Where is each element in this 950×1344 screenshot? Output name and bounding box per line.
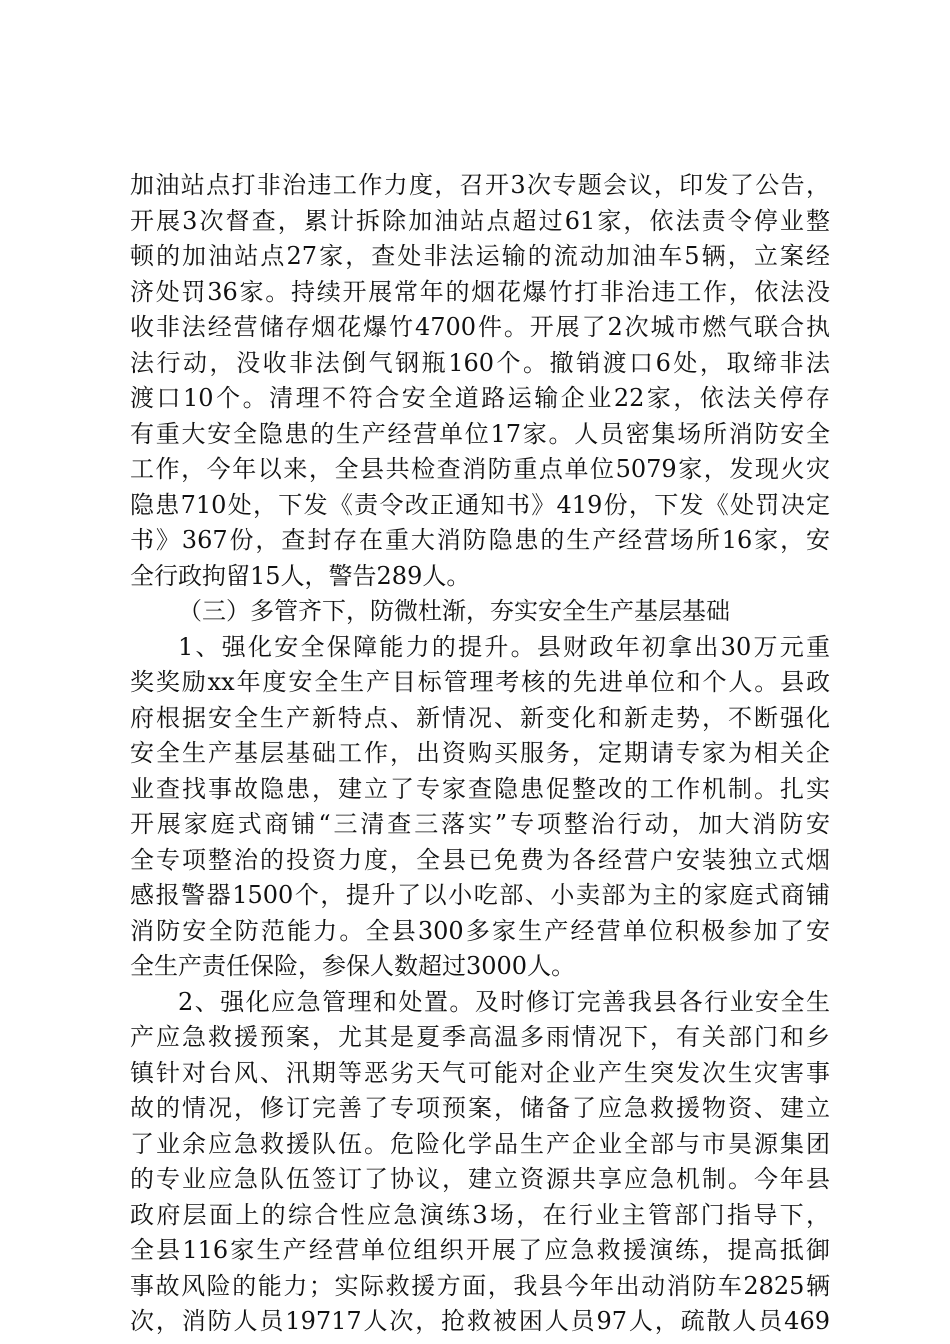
paragraph-start-line: （三）多管齐下，防微杜渐，夯实安全生产基层基础 [178, 597, 730, 625]
text-line: 消防安全防范能力。全县300多家生产经营单位积极参加了安 [130, 916, 830, 945]
text-line: 安全生产基层基础工作，出资购买服务，定期请专家为相关企 [130, 739, 830, 767]
text-line: 全行政拘留15人，警告289人。 [130, 561, 471, 590]
text-line: 府根据安全生产新特点、新情况、新变化和新走势，不断强化 [130, 703, 830, 732]
text-line: 渡口10个。清理不符合安全道路运输企业22家，依法关停存 [130, 384, 830, 412]
text-line: 全生产责任保险，参保人数超过3000人。 [130, 952, 576, 980]
text-line: 政府层面上的综合性应急演练3场，在行业主管部门指导下， [130, 1200, 830, 1229]
text-line: 法行动，没收非法倒气钢瓶160个。撤销渡口6处，取缔非法 [130, 348, 830, 377]
document-body [130, 168, 830, 1340]
text-line: 收非法经营储存烟花爆竹4700件。开展了2次城市燃气联合执 [130, 313, 830, 341]
text-line: 奖奖励xx年度安全生产目标管理考核的先进单位和个人。县政 [130, 668, 830, 696]
text-line: 有重大安全隐患的生产经营单位17家。人员密集场所消防安全 [130, 419, 830, 448]
text-line: 故的情况，修订完善了专项预案，储备了应急救援物资、建立 [130, 1094, 830, 1122]
text-line: 开展3次督查，累计拆除加油站点超过61家，依法责令停业整 [130, 206, 830, 235]
text-line: 的专业应急队伍签订了协议，建立资源共享应急机制。今年县 [130, 1165, 830, 1193]
text-line: 镇针对台风、汛期等恶劣天气可能对企业产生突发次生灾害事 [130, 1058, 830, 1087]
text-line: 产应急救援预案，尤其是夏季高温多雨情况下，有关部门和乡 [130, 1023, 830, 1051]
paragraph-start-line: 2、强化应急管理和处置。及时修订完善我县各行业安全生 [178, 987, 830, 1016]
text-line: 开展家庭式商铺“三清查三落实”专项整治行动，加大消防安 [130, 810, 830, 838]
text-line: 顿的加油站点27家，查处非法运输的流动加油车5辆，立案经 [130, 242, 830, 270]
text-line: 次，消防人员19717人次，抢救被困人员97人，疏散人员469 [130, 1307, 830, 1335]
text-line: 业查找事故隐患，建立了专家查隐患促整改的工作机制。扎实 [130, 774, 830, 803]
text-line: 加油站点打非治违工作力度，召开3次专题会议，印发了公告， [130, 171, 830, 199]
text-line: 全县116家生产经营单位组织开展了应急救援演练，提高抵御 [130, 1236, 830, 1264]
text-line: 了业余应急救援队伍。危险化学品生产企业全部与市昊源集团 [130, 1129, 830, 1158]
text-line: 全专项整治的投资力度，全县已免费为各经营户安装独立式烟 [130, 845, 830, 874]
text-line: 感报警器1500个，提升了以小吃部、小卖部为主的家庭式商铺 [130, 881, 830, 909]
text-line: 济处罚36家。持续开展常年的烟花爆竹打非治违工作，依法没 [130, 277, 830, 306]
text-line: 隐患710处，下发《责令改正通知书》419份，下发《处罚决定 [130, 490, 830, 519]
paragraph-start-line: 1、强化安全保障能力的提升。县财政年初拿出30万元重 [178, 632, 830, 661]
text-line: 工作，今年以来，全县共检查消防重点单位5079家，发现火灾 [130, 455, 830, 483]
text-line: 书》367份，查封存在重大消防隐患的生产经营场所16家，安 [130, 526, 830, 554]
text-line: 事故风险的能力；实际救援方面，我县今年出动消防车2825辆 [130, 1271, 830, 1300]
